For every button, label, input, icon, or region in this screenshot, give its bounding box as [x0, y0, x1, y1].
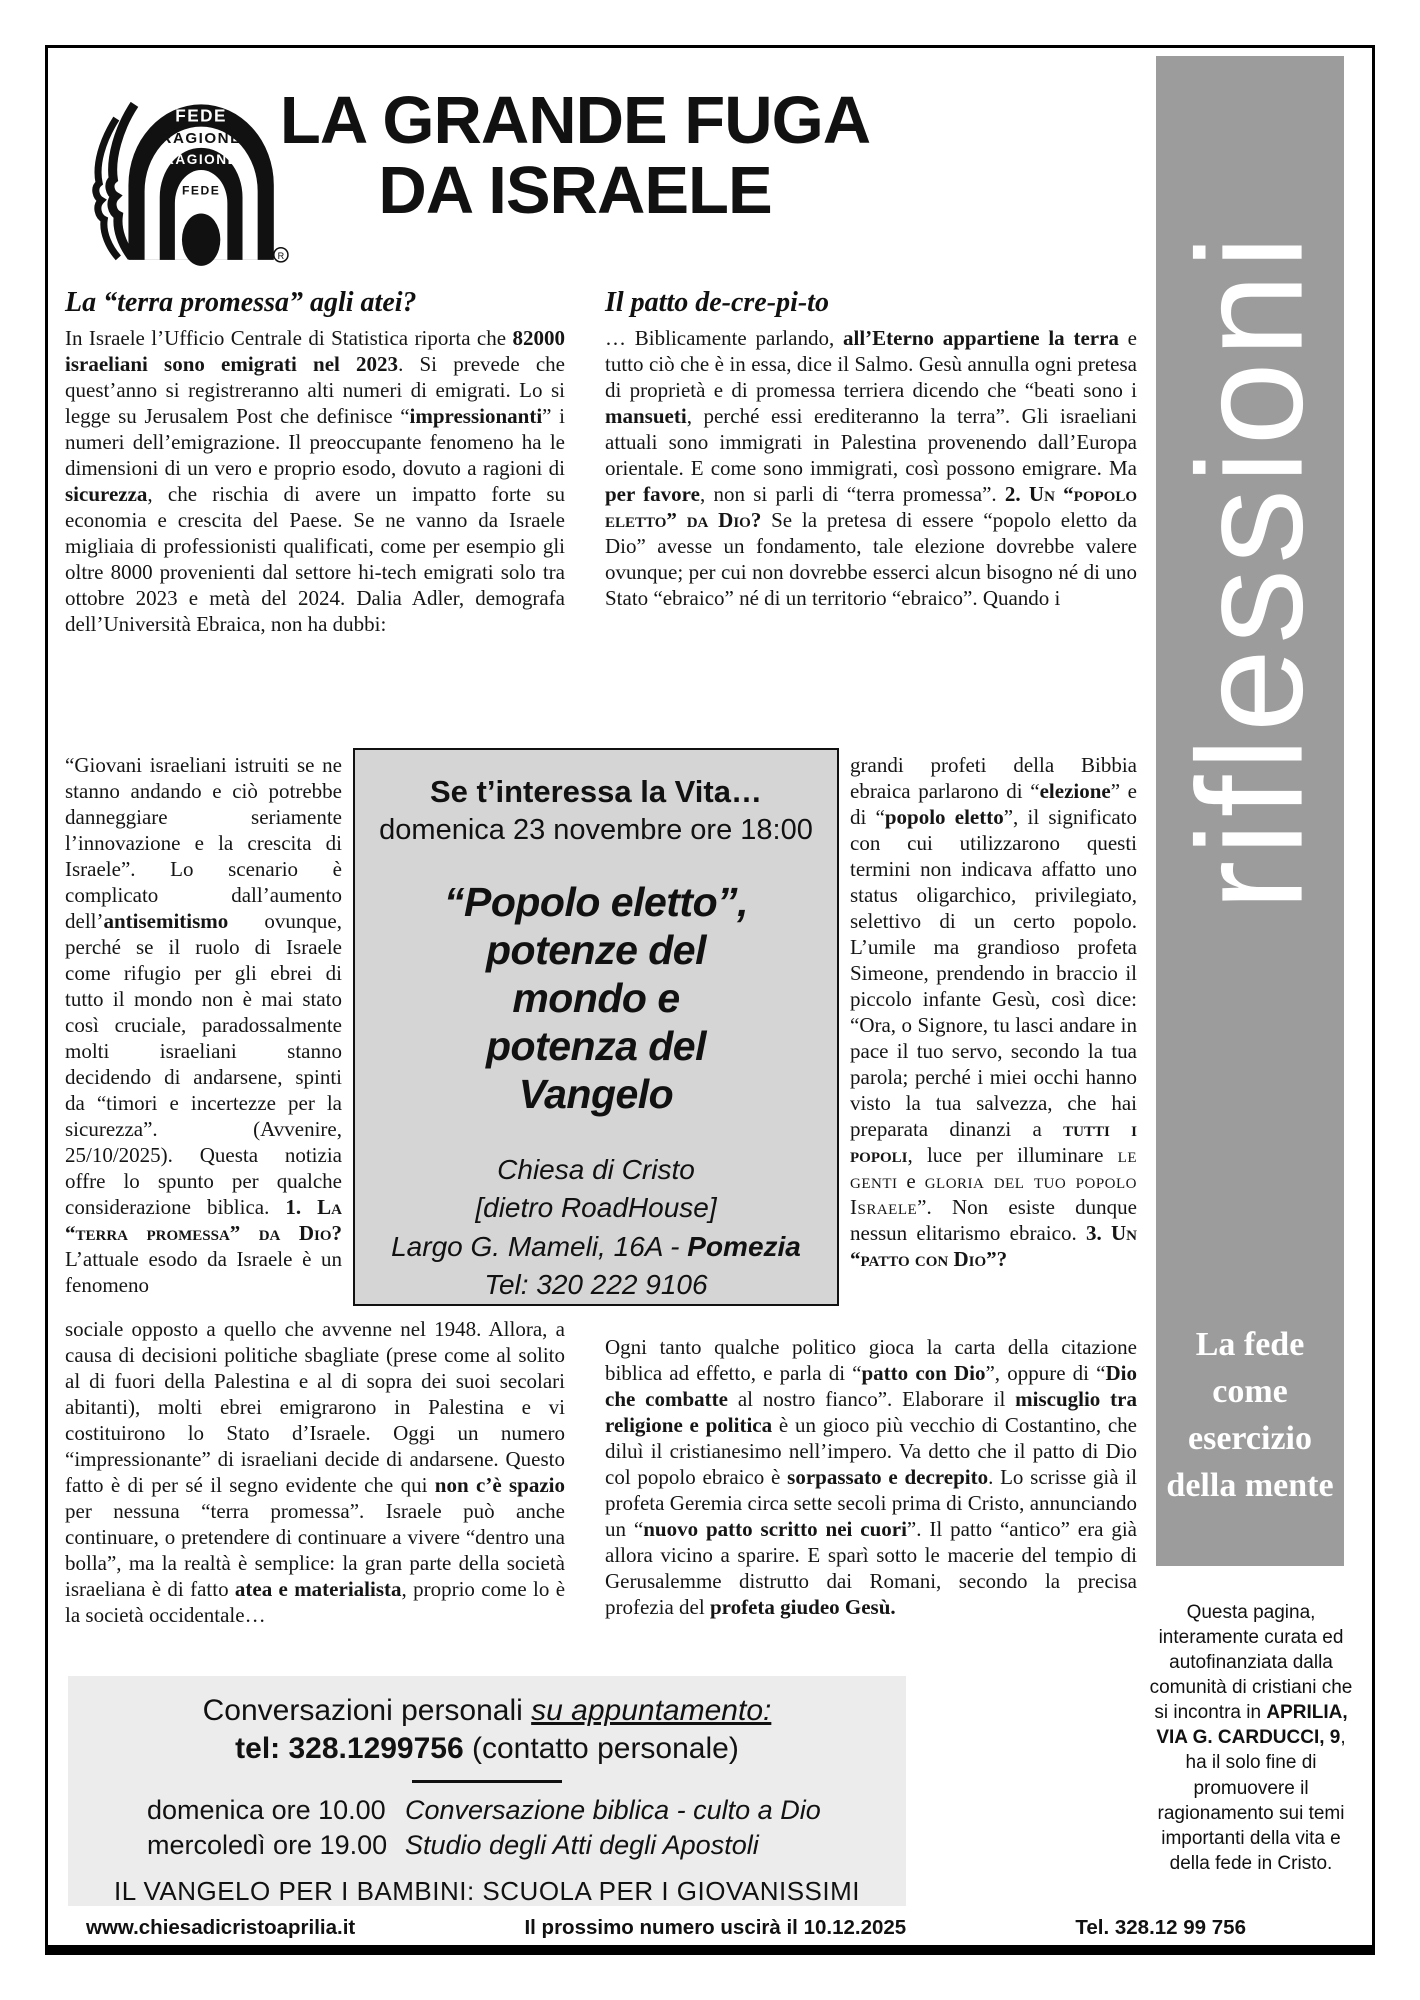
- column2-text-narrow: grandi profeti della Bibbia ebraica parlarono di “elezione” e di “popolo eletto”, il significato con cui utilizzarono questi termini non indicava affatto uno status oligarchico, privilegiato, selettivo di un certo popolo. L’umile ma grandioso profeta Simeone, prendendo in braccio il piccolo infante Gesù, così dice: “Ora, o Signore, tu lasci andare in pace il tuo servo, secondo la tua parola; perché i miei occhi hanno visto la tua salvezza, che hai preparata dinanzi a tutti i popoli, luce per illuminare le genti e gloria del tuo popolo Israele”. Non esiste dunque nessun elitarismo ebraico. 3. Un “patto con Dio”?: [850, 753, 1138, 1271]
- divider-rule: [412, 1780, 562, 1783]
- column2-text-bottom: Ogni tanto qualche politico gioca la carta della citazione biblica ad effetto, e parla di “patto con Dio”, oppure di “Dio che combatte al nostro fianco”. Elaborare il miscuglio tra religione e politica è un gioco più vecchio di Costantino, che diluì il cristianesimo nell’impero. Va detto che il patto di Dio col popolo ebraico è sorpassato e decrepito. Lo scrisse già il profeta Geremia circa sette secoli prima di Cristo, annunciando un “nuovo patto scritto nei cuori”. Il patto “antico” era già allora vicino a sparire. E sparì sotto le macerie del tempio di Gerusalemme distrutto dai Romani, secondo la precisa profezia del profeta giudeo Gesù.: [605, 1335, 1137, 1619]
- contact-line2: tel: 328.1299756 (contatto personale): [235, 1732, 739, 1765]
- column1-heading: La “terra promessa” agli atei?: [65, 287, 417, 318]
- footer-bar: [86, 1916, 1246, 1940]
- schedule-list: [147, 1793, 827, 1862]
- contact-line1: Conversazioni personali su appuntamento:: [202, 1694, 772, 1727]
- event-venue-landmark: [dietro RoadHouse]: [475, 1192, 717, 1224]
- schedule-row: [147, 1828, 827, 1863]
- event-announcement-box: [353, 748, 839, 1306]
- registered-mark-letter: R: [277, 250, 285, 261]
- column1-text-top: In Israele l’Ufficio Centrale di Statistica riporta che 82000 israeliani sono emigrati nel 2023. Si prevede che quest’anno si registreranno alti numeri di emigrati. Lo si legge su Jerusalem Post che definisce “impressionanti” i numeri dell’emigrazione. Il preoccupante fenomeno ha le dimensioni di un vero e proprio esodo, dovuto a ragioni di sicurezza, che rischia di avere un impatto forte su economia e crescita del Paese. Se ne vanno da Israele migliaia di professionisti qualificati, come per esempio gli oltre 8000 provenienti dal settore hi-tech emigrati solo tra ottobre 2023 e metà del 2024. Dalia Adler, demografa dell’Università Ebraica, non ha dubbi:: [65, 326, 565, 636]
- column1-text-narrow: “Giovani israeliani istruiti se ne stanno andando e ciò potrebbe danneggiare seriamente l’innovazione e la crescita di Israele”. Lo scenario è complicato dall’aumento dell’antisemitismo ovunque, perché se il ruolo di Israele come rifugio per gli ebrei di tutto il mondo non è mai stato così cruciale, paradossalmente molti israeliani stanno decidendo di andarsene, spinti da “timori e incertezze per la sicurezza”. (Avvenire, 25/10/2025). Questa notizia offre lo spunto per qualche considerazione biblica. 1. La “terra promessa” da Dio? L’attuale esodo da Israele è un fenomeno: [65, 753, 343, 1297]
- schedule-row: [147, 1793, 827, 1828]
- logo-label-fede-inner: FEDE: [181, 183, 221, 198]
- page-title-line2: DA ISRAELE: [378, 153, 772, 229]
- logo-label-ragione-1: RAGIONE: [160, 129, 242, 147]
- page-title: [235, 83, 915, 229]
- sidebar-vertical-word-wrap: [1156, 60, 1344, 1080]
- logo-label-ragione-2: RAGIONE: [164, 151, 239, 167]
- sidebar-vertical-word: riflessioni: [1165, 229, 1334, 911]
- page-title-line1: LA GRANDE FUGA: [279, 83, 871, 158]
- event-title: “Popolo eletto”, potenze del mondo e potenza del Vangelo: [443, 879, 749, 1117]
- footer-website: www.chiesadicristoaprilia.it: [86, 1916, 356, 1939]
- footer-phone: Tel. 328.12 99 756: [1075, 1916, 1246, 1939]
- column1-text-bottom: sociale opposto a quello che avvenne nel 1948. Allora, a causa di decisioni politiche sbagliate (prese come al solito al di fuori della Palestina e al di sopra dei suoi secolari abitanti), molti ebrei emigrarono in Palestina e vi costituirono lo Stato d’Israele. Oggi un numero “impressionante” di israeliani decide di andarsene. Questo fatto è di per sé il segno evidente che qui non c’è spazio per nessuna “terra promessa”. Israele può anche continuare, o pretendere di continuare a vivere “dentro una bolla”, ma la realtà è semplice: la gran parte della società israeliana è di fatto atea e materialista, proprio come lo è la società occidentale…: [65, 1317, 566, 1627]
- schedule-when: mercoledì ore 19.00: [147, 1829, 388, 1860]
- sidebar-slogan: La fede come esercizio della mente: [1166, 1326, 1334, 1504]
- schedule-when: domenica ore 10.00: [147, 1795, 386, 1825]
- event-venue-name: Chiesa di Cristo: [497, 1153, 695, 1185]
- logo-label-fede-outer: FEDE: [175, 105, 228, 126]
- event-phone: Tel: 320 222 9106: [484, 1268, 708, 1300]
- children-school-line: IL VANGELO PER I BAMBINI: SCUOLA PER I GIOVANISSIMI: [114, 1876, 860, 1907]
- contact-box: [68, 1676, 906, 1906]
- column2-text-top: … Biblicamente parlando, all’Eterno appartiene la terra e tutto ciò che è in essa, dice il Salmo. Gesù annulla ogni pretesa di proprietà e di promessa terriera dicendo che “beati sono i mansueti, perché essi erediteranno la terra”. Gli israeliani attuali sono immigrati in Palestina provenendo dall’Europa orientale. E come sono immigrati, così possono emigrare. Ma per favore, non si parli di “terra promessa”. 2. Un “popolo eletto” da Dio? Se la pretesa di essere “popolo eletto da Dio” avesse un fondamento, tale elezione dovrebbe valere ovunque; per cui non dovrebbe esserci alcun bisogno né di uno Stato “ebraico” né di un territorio “ebraico”. Quando i: [605, 326, 1138, 610]
- event-venue-address: Largo G. Mameli, 16A - Pomezia: [391, 1231, 801, 1263]
- event-kicker: Se t’interessa la Vita…: [430, 774, 762, 809]
- event-datetime: domenica 23 novembre ore 18:00: [379, 814, 813, 846]
- footer-next-issue: Il prossimo numero uscirà il 10.12.2025: [524, 1916, 907, 1939]
- inner-head-icon: [182, 213, 220, 265]
- sidebar-note: Questa pagina, interamente curata ed autofinanziata dalla comunità di cristiani che si incontra in APRILIA, VIA G. CARDUCCI, 9, ha il solo fine di promuovere il ragionamento sui temi importanti della vita e della fede in Cristo.: [1149, 1602, 1353, 1874]
- column2-heading: Il patto de-cre-pi-to: [605, 287, 829, 318]
- schedule-what: Conversazione biblica - culto a Dio: [405, 1795, 821, 1825]
- schedule-what: Studio degli Atti degli Apostoli: [405, 1829, 759, 1860]
